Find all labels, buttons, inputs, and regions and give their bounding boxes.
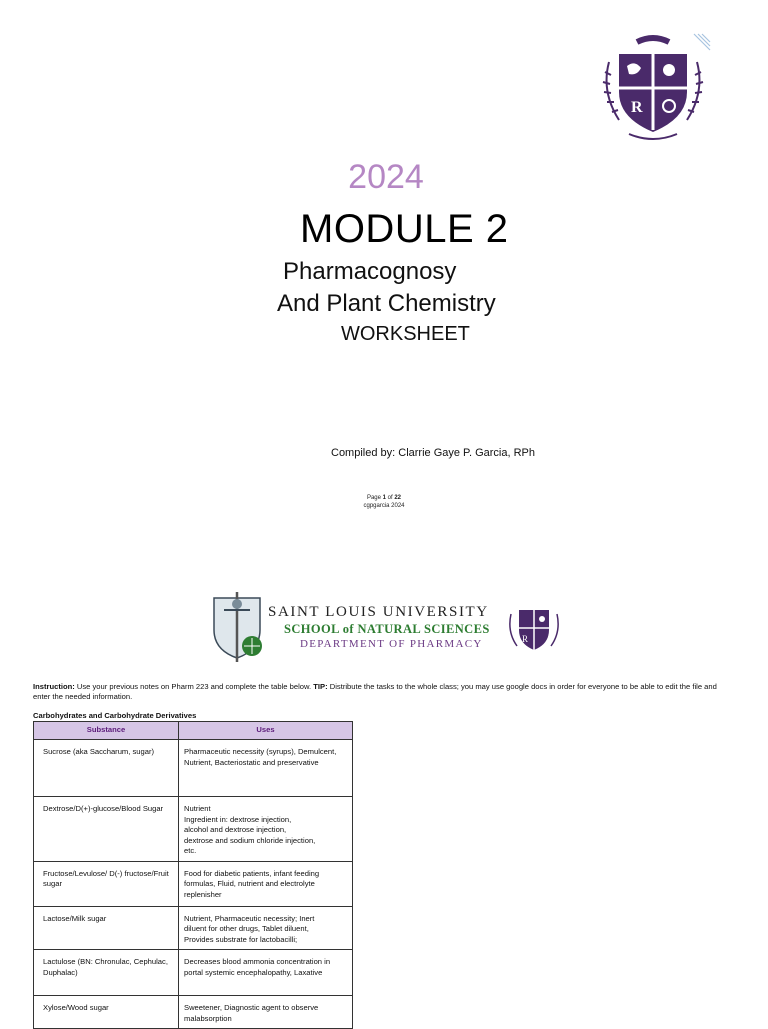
footer-note: cgpgarcia 2024 xyxy=(363,503,405,509)
table-row xyxy=(34,950,353,996)
table-row xyxy=(34,861,353,906)
table-row xyxy=(34,797,353,862)
subtitle-line-2: And Plant Chemistry xyxy=(277,290,496,317)
instruction-label: Instruction: xyxy=(33,682,75,691)
substance-cell: Xylose/Wood sugar xyxy=(34,996,179,1029)
page-number-footer xyxy=(0,494,768,510)
worksheet-label: WORKSHEET xyxy=(341,323,470,345)
university-seal-icon xyxy=(204,590,270,662)
uses-text: Nutrient, Pharmaceutic necessity; Inert diluent for other drugs, Tablet diluent, Provides substrate for lactobacilli; xyxy=(184,913,315,944)
compiled-by: Compiled by: Clarrie Gaye P. Garcia, RPh xyxy=(331,447,535,459)
substance-cell: Lactulose (BN: Chronulac, Cephulac, Duphalac) xyxy=(34,950,179,996)
carbohydrates-table xyxy=(33,721,353,1029)
substance-cell: Lactose/Milk sugar xyxy=(34,906,179,950)
subtitle-line-1: Pharmacognosy xyxy=(283,258,457,285)
uses-cell xyxy=(179,906,353,950)
column-header-uses: Uses xyxy=(179,722,353,740)
instruction-body: Use your previous notes on Pharm 223 and complete the table below. xyxy=(74,682,314,691)
substance-cell: Dextrose/D(+)-glucose/Blood Sugar xyxy=(34,797,179,862)
uses-cell xyxy=(179,797,353,862)
uses-cell xyxy=(179,950,353,996)
uses-text: Nutrient Ingredient in: dextrose injection, alcohol and dextrose injection, dextrose and sodium chloride injection, etc. xyxy=(184,804,316,855)
year-heading: 2024 xyxy=(348,158,424,196)
page-of: of xyxy=(387,495,393,501)
svg-text:R: R xyxy=(631,99,643,116)
uses-text: Food for diabetic patients, infant feeding formulas, Fluid, nutrient and electrolyte replenisher xyxy=(184,868,320,899)
uses-cell xyxy=(179,861,353,906)
table-row xyxy=(34,740,353,797)
department-name: DEPARTMENT OF PHARMACY xyxy=(300,638,483,650)
tip-label: TIP: xyxy=(313,682,328,691)
school-name: SCHOOL of NATURAL SCIENCES xyxy=(284,622,490,636)
pharmacy-crest-icon xyxy=(505,600,563,656)
uses-text: Pharmaceutic necessity (syrups), Demulcent, Nutrient, Bacteriostatic and preservative xyxy=(184,747,337,767)
table-header-row xyxy=(34,722,353,740)
substance-cell: Fructose/Levulose/ D(-) fructose/Fruit sugar xyxy=(34,861,179,906)
page-current: 1 xyxy=(382,495,386,501)
page-total: 22 xyxy=(394,495,402,501)
uses-text: Decreases blood ammonia concentration in portal systemic encephalopathy, Laxative xyxy=(184,957,331,977)
uses-cell xyxy=(179,740,353,797)
section-title: Carbohydrates and Carbohydrate Derivatives xyxy=(33,711,197,720)
column-header-substance: Substance xyxy=(34,722,179,740)
tip-body: Distribute the tasks to the whole class; you may use google docs in order for everyone to be able to edit the file and enter the needed information. xyxy=(33,682,717,701)
uses-text: Sweetener, Diagnostic agent to observe malabsorption xyxy=(184,1003,319,1023)
university-name: SAINT LOUIS UNIVERSITY xyxy=(268,604,489,620)
table-row xyxy=(34,906,353,950)
module-title: MODULE 2 xyxy=(300,207,509,251)
instruction-text xyxy=(33,682,733,702)
page-corner-mark xyxy=(690,32,712,54)
university-header xyxy=(268,604,490,650)
svg-text:R: R xyxy=(522,634,529,644)
substance-cell: Sucrose (aka Saccharum, sugar) xyxy=(34,740,179,797)
page-label: Page xyxy=(366,495,381,501)
